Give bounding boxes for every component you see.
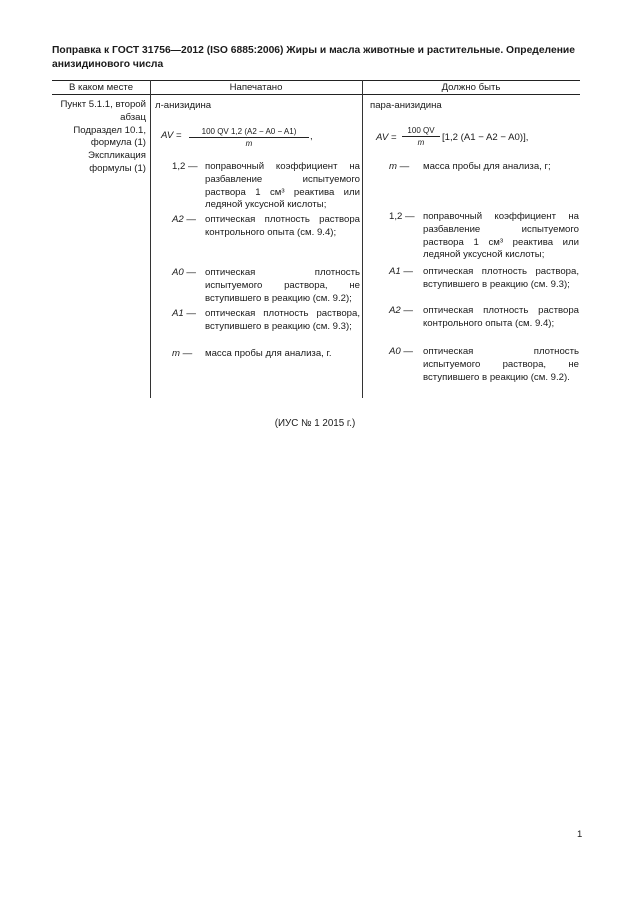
correct-expl-item: [389, 161, 579, 175]
printed-fraction: [189, 127, 309, 148]
amendment-table: [52, 80, 580, 398]
expl-label: m —: [172, 348, 193, 359]
header-location: В каком месте: [68, 82, 134, 93]
expl-text: оптическая плотность испытуемого раствора, не вступившего в реакцию (см. 9.2).: [423, 346, 579, 383]
location-item: Подраздел 10.1, формула (1): [73, 124, 146, 149]
correct-expl-item: [389, 266, 579, 306]
expl-label: A0 —: [172, 267, 196, 278]
page-number: 1: [577, 829, 583, 840]
expl-label: 1,2 —: [172, 161, 198, 172]
expl-text: масса пробы для анализа, г.: [205, 348, 332, 359]
correct-expl-item: [389, 346, 579, 386]
column-divider-1: [150, 80, 151, 398]
location-item: Экспликация формулы (1): [88, 150, 146, 174]
formula-lhs: AV =: [161, 130, 182, 141]
expl-text: оптическая плотность раствора, вступившего в реакцию (см. 9.3);: [423, 266, 579, 290]
printed-formula-tail: ,: [310, 131, 313, 142]
fraction-denominator: m: [417, 138, 425, 147]
expl-label: 1,2 —: [389, 211, 415, 222]
correct-term: пара-анизидина: [370, 100, 442, 111]
expl-label: A0 —: [389, 346, 413, 357]
expl-label: A1 —: [389, 266, 413, 277]
table-top-rule: [52, 80, 580, 81]
expl-text: оптическая плотность испытуемого раствора, не вступившего в реакцию (см. 9.2);: [205, 267, 360, 304]
printed-formula: [161, 130, 182, 141]
expl-text: оптическая плотность раствора контрольного опыта (см. 9.4);: [423, 305, 579, 329]
amendment-note: (ИУС № 1 2015 г.): [274, 418, 356, 429]
printed-expl-item: [172, 214, 360, 242]
formula-lhs: AV =: [376, 132, 397, 143]
printed-expl-item: [172, 348, 360, 362]
correct-formula-tail: [1,2 (A1 − A2 − A0)],: [442, 132, 529, 143]
table-header-rule: [52, 94, 580, 95]
expl-label: A1 —: [172, 308, 196, 319]
printed-expl-item: [172, 267, 360, 307]
expl-text: оптическая плотность раствора контрольного опыта (см. 9.4);: [205, 214, 360, 238]
expl-label: A2 —: [389, 305, 413, 316]
expl-label: A2 —: [172, 214, 196, 225]
expl-label: m —: [389, 161, 410, 172]
expl-text: поправочный коэффициент на разбавление испытуемого раствора 1 см³ реактива или ледяной уксусной кислоты;: [423, 211, 579, 261]
column-divider-2: [362, 80, 363, 398]
correct-formula: [376, 132, 397, 143]
fraction-bar: [189, 137, 309, 138]
page-title: Поправка к ГОСТ 31756—2012 (ISO 6885:2006) Жиры и масла животные и растительные. Определение анизидинового числа: [52, 45, 575, 70]
printed-term: л-анизидина: [155, 100, 212, 111]
location-item: Пункт 5.1.1, второй абзац: [60, 99, 146, 123]
fraction-denominator: m: [245, 139, 253, 148]
fraction-numerator: 100 QV 1,2 (A2 − A0 − A1): [201, 127, 297, 136]
expl-text: поправочный коэффициент на разбавление испытуемого раствора 1 см³ реактива или ледяной уксусной кислоты;: [205, 161, 360, 211]
printed-expl-item: [172, 308, 360, 348]
fraction-numerator: 100 QV: [407, 126, 435, 135]
correct-fraction: [402, 126, 440, 147]
fraction-bar: [402, 136, 440, 137]
expl-text: масса пробы для анализа, г;: [423, 161, 551, 172]
header-printed: Напечатано: [229, 82, 283, 93]
correct-expl-item: [389, 211, 579, 263]
location-cell: [54, 99, 146, 176]
correct-expl-item: [389, 305, 579, 333]
printed-expl-item: [172, 161, 360, 213]
expl-text: оптическая плотность раствора, вступившего в реакцию (см. 9.3);: [205, 308, 360, 332]
header-correct: Должно быть: [441, 82, 501, 93]
